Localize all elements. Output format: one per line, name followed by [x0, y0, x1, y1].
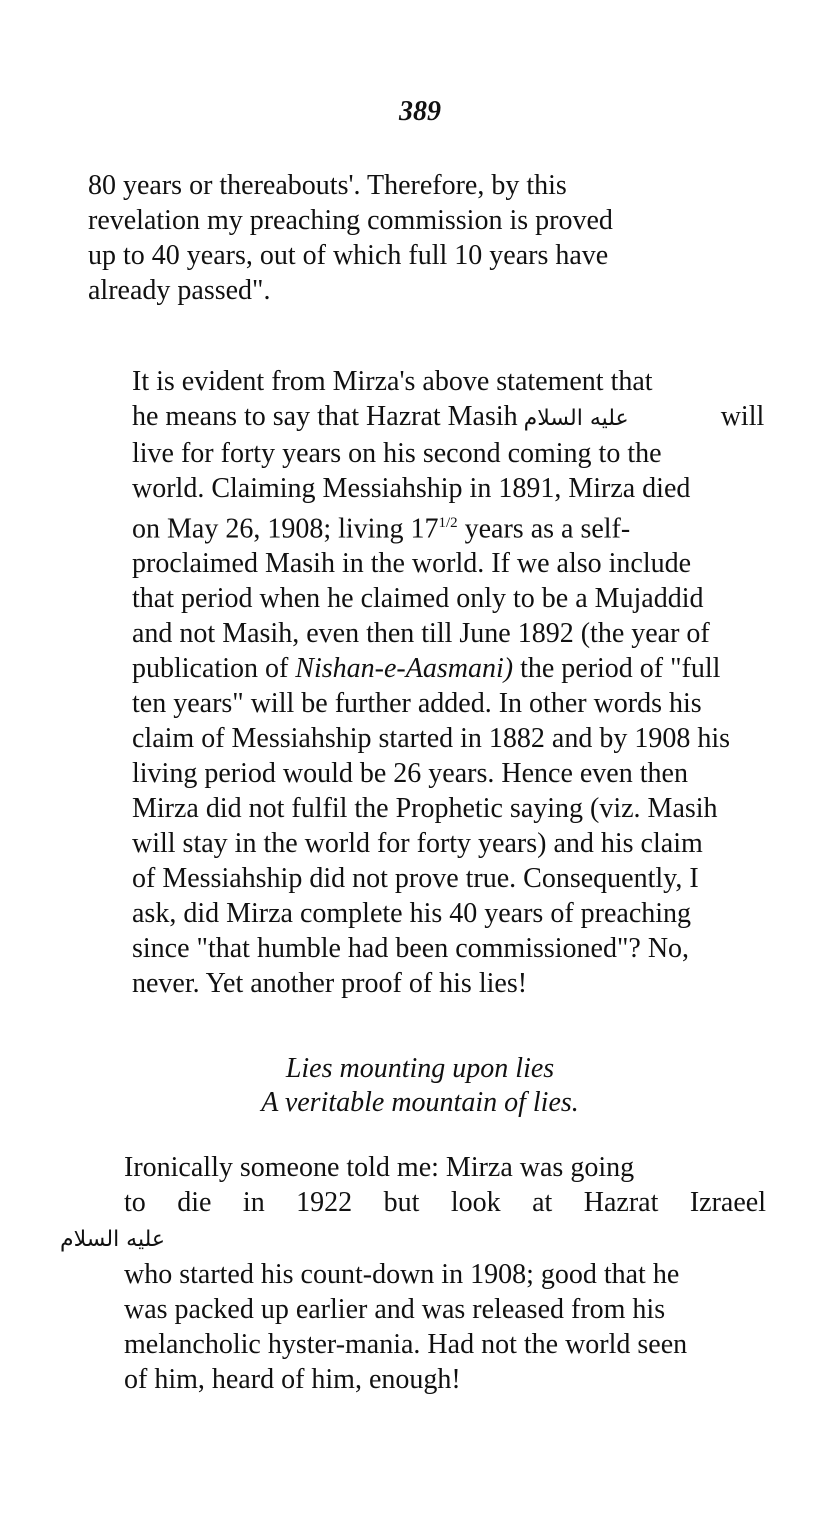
- paragraph-quote-continuation: [88, 168, 748, 308]
- text-line: living period would be 26 years. Hence even then: [132, 758, 688, 790]
- text-line: melancholic hyster-mania. Had not the world seen: [124, 1329, 688, 1360]
- text-line: world. Claiming Messiahship in 1891, Mirza died: [132, 473, 691, 504]
- text-line: will stay in the world for forty years) and his claim: [132, 828, 703, 860]
- text-line: [62, 506, 772, 546]
- text-line: It is evident from Mirza's above statement that: [132, 366, 653, 397]
- text-line: Ironically someone told me: Mirza was going: [124, 1152, 635, 1183]
- text-segment: years as a self-: [457, 513, 631, 545]
- text-line: claim of Messiahship started in 1882 and by 1908 his: [132, 723, 731, 755]
- text-line: never. Yet another proof of his lies!: [132, 968, 528, 1000]
- text-segment: publication of: [132, 653, 296, 685]
- text-line: was packed up earlier and was released from his: [124, 1294, 666, 1325]
- book-title: Nishan-e-Aasmani): [295, 653, 514, 685]
- text-line: up to 40 years, out of which full 10 years have: [88, 240, 609, 271]
- text-segment: to die in 1922 but look at Hazrat Izraeel: [124, 1187, 766, 1218]
- text-line: ten years" will be further added. In other words his: [132, 688, 702, 720]
- verse-line: A veritable mountain of lies.: [261, 1087, 579, 1118]
- text-segment: on May 26, 1908; living 17: [132, 513, 439, 545]
- text-line: and not Masih, even then till June 1892 (the year of: [132, 618, 710, 650]
- verse-couplet: [0, 1052, 840, 1120]
- text-line: [62, 651, 772, 686]
- paragraph-anecdote: [54, 1150, 766, 1397]
- text-segment: will: [720, 401, 765, 432]
- text-line: Mirza did not fulfil the Prophetic saying (viz. Masih: [132, 793, 718, 825]
- text-line: that period when he claimed only to be a Mujaddid: [132, 583, 704, 615]
- text-line: revelation my preaching commission is proved: [88, 205, 613, 236]
- text-segment: the period of "full: [513, 653, 721, 685]
- page-number: 389: [399, 96, 441, 127]
- text-line: live for forty years on his second coming to the: [132, 438, 662, 469]
- fraction-superscript: 1/2: [438, 515, 458, 531]
- text-line: since "that humble had been commissioned"? No,: [132, 933, 690, 965]
- text-line: of Messiahship did not prove true. Consequently, I: [132, 863, 699, 895]
- paragraph-analysis: [62, 364, 772, 1001]
- text-line: [54, 1185, 766, 1257]
- text-line: 80 years or thereabouts'. Therefore, by this: [88, 170, 567, 201]
- arabic-honorific: عليه السلام: [60, 1227, 166, 1252]
- text-line: [62, 399, 772, 436]
- text-segment: he means to say that Hazrat Masih: [132, 401, 518, 432]
- text-line: ask, did Mirza complete his 40 years of preaching: [132, 898, 692, 930]
- arabic-honorific: عليه السلام: [523, 406, 629, 431]
- text-line: already passed".: [88, 275, 271, 306]
- verse-line: Lies mounting upon lies: [285, 1053, 555, 1084]
- text-line: who started his count-down in 1908; good that he: [124, 1259, 680, 1290]
- text-line: proclaimed Masih in the world. If we also include: [132, 548, 692, 580]
- text-line: of him, heard of him, enough!: [124, 1364, 461, 1395]
